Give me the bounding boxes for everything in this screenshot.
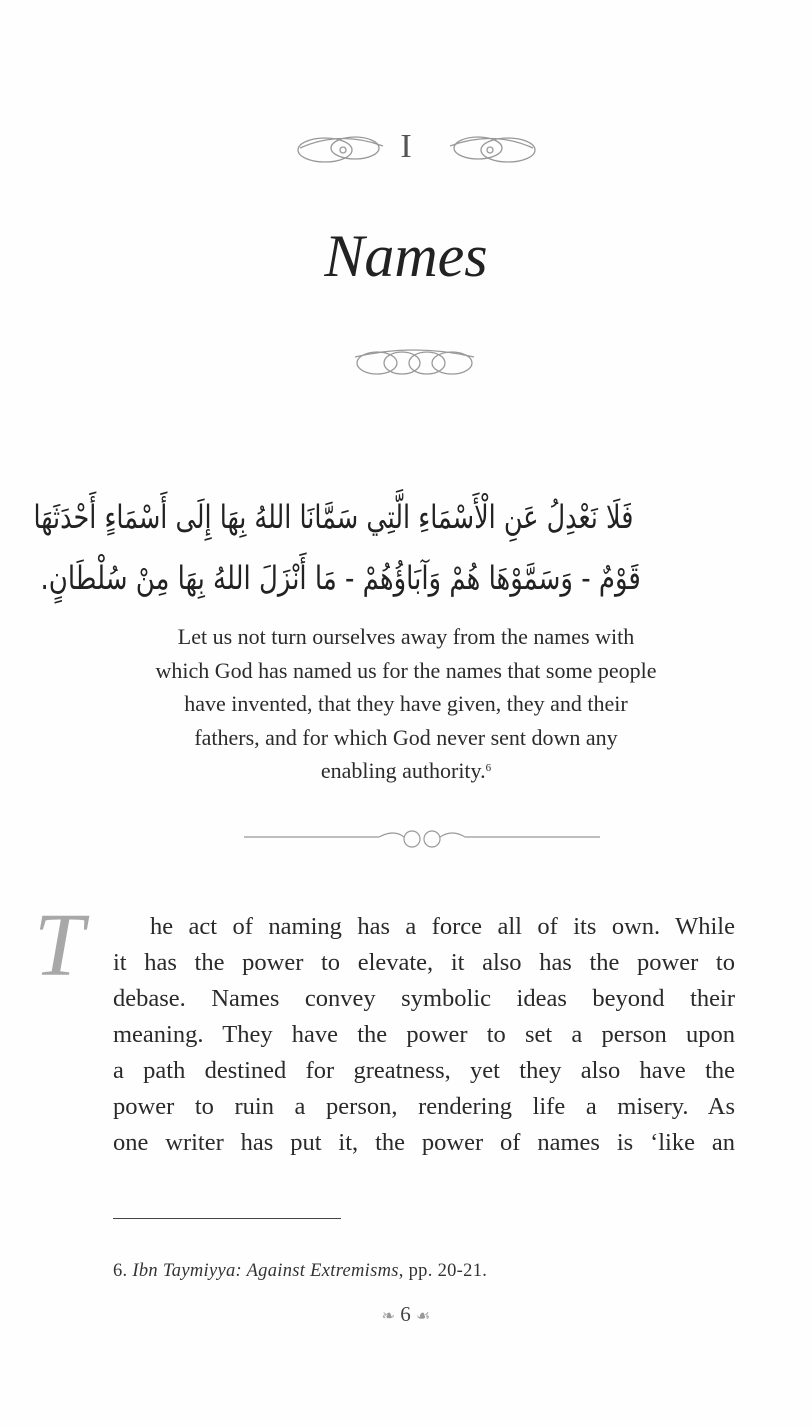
- section-divider-icon: [244, 825, 600, 851]
- translation-line: fathers, and for which God never sent down any: [194, 724, 618, 750]
- translation-line: [100, 754, 712, 788]
- footnote-rule: [113, 1218, 341, 1219]
- footnote: [113, 1261, 487, 1282]
- body-line: meaning. They have the power to set a person upon: [113, 1021, 735, 1048]
- drop-cap: T: [34, 900, 85, 992]
- footnote-pages: , pp. 20-21.: [398, 1261, 488, 1281]
- arabic-line-2-box: [40, 555, 710, 601]
- body-line: debase. Names convey symbolic ideas beyond their: [113, 985, 735, 1012]
- body-line: it has the power to elevate, it also has the power to: [113, 949, 735, 976]
- translation-line: have invented, that they have given, they and their: [184, 691, 628, 716]
- translation-line: which God has named us for the names that some people: [155, 657, 657, 683]
- arabic-line-2: قَوْمٌ - وَسَمَّوْهَا هُمْ وَآبَاؤُهُمْ - مَا أَنْزَلَ اللهُ بِهَا مِنْ سُلْطَانٍ.: [40, 559, 641, 597]
- body-line: a path destined for greatness, yet they also have the: [113, 1057, 735, 1084]
- footnote-title: Ibn Taymiyya: Against Extremisms: [132, 1261, 399, 1281]
- page-number-area: [0, 1302, 812, 1327]
- page-number: 6: [400, 1302, 411, 1326]
- arabic-line-1: فَلَا نَعْدِلُ عَنِ الْأَسْمَاءِ الَّتِي سَمَّانَا اللهُ بِهَا إِلَى أَسْمَاءٍ أَحْدَثَهَا: [33, 498, 634, 536]
- footnote-number: 6.: [113, 1261, 128, 1281]
- body-line: he act of naming has a force all of its own. While: [150, 913, 735, 940]
- chapter-title: Names: [324, 223, 488, 289]
- right-fleuron-icon: ☙: [416, 1308, 431, 1325]
- arabic-line-1-box: [33, 494, 710, 540]
- body-line: power to ruin a person, rendering life a misery. As: [113, 1093, 735, 1120]
- body-line: one writer has put it, the power of names is ‘like an: [113, 1129, 735, 1156]
- chapter-number: I: [400, 128, 412, 165]
- title-ornament-icon: [352, 345, 477, 380]
- translation-line: Let us not turn ourselves away from the names with: [177, 624, 635, 649]
- left-fleuron-icon: ❧: [381, 1308, 396, 1325]
- right-flourish-icon: [448, 128, 538, 168]
- epigraph-translation: [100, 620, 712, 788]
- footnote-reference[interactable]: 6: [485, 762, 492, 774]
- translation-last-line: enabling authority.: [320, 758, 486, 783]
